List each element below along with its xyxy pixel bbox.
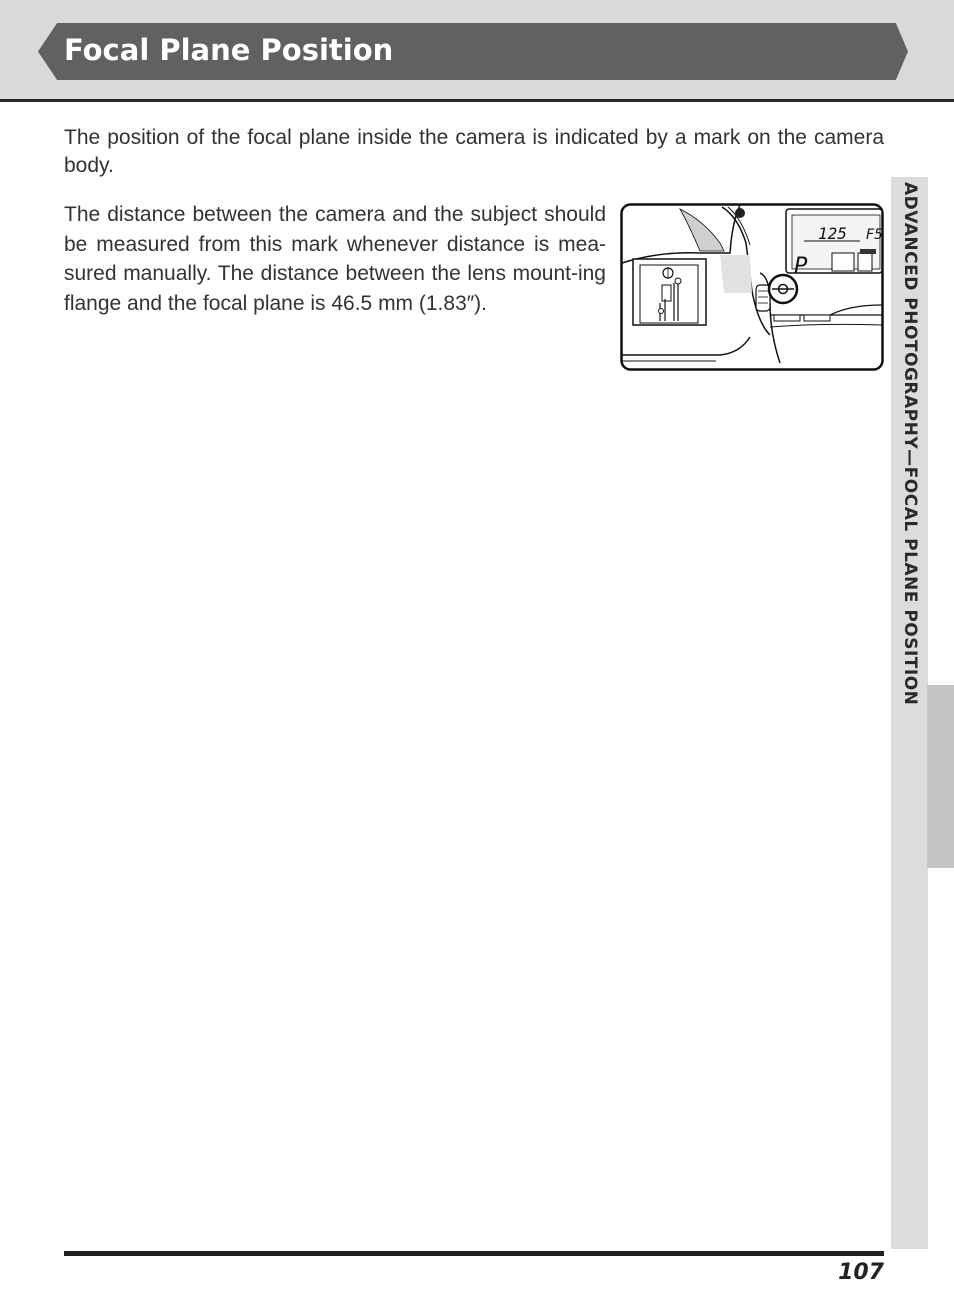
camera-focal-plane-illustration <box>620 203 884 371</box>
lcd-shutter-readout: 125 <box>818 224 847 243</box>
page-number: 107 <box>838 1260 884 1285</box>
header-rule <box>0 99 954 102</box>
intro-paragraph: The position of the focal plane inside the camera is indicated by a mark on the camera body. <box>64 126 884 177</box>
page-title: Focal Plane Position <box>64 33 394 67</box>
side-tab-marker <box>927 685 954 868</box>
lcd-aperture-readout: F5 <box>866 227 883 243</box>
footer-rule <box>64 1251 884 1256</box>
section-label: ADVANCED PHOTOGRAPHY—FOCAL PLANE POSITION <box>900 182 920 706</box>
lcd-mode-readout: P <box>794 254 808 279</box>
distance-paragraph: The distance between the camera and the subject should be measured from this mark whenever distance is mea-sured manually. The distance between the lens mount-ing flange and the focal plane is 46.5 mm (1.83″). <box>64 203 606 315</box>
